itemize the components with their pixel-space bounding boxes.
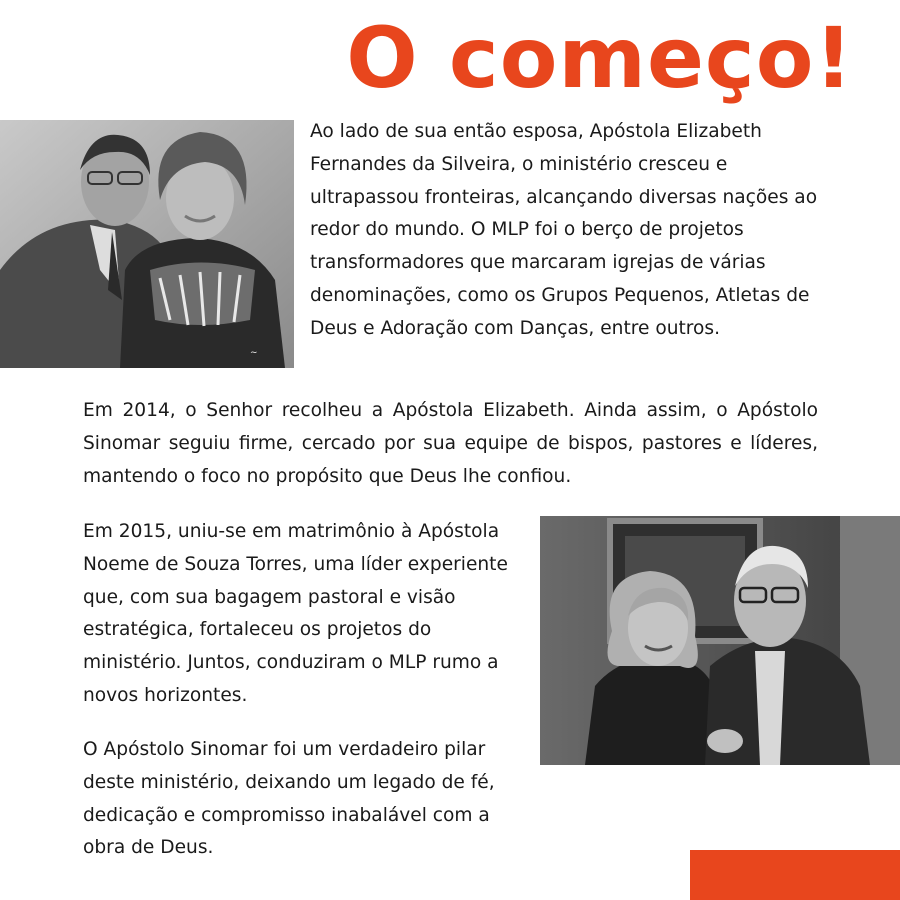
svg-text:~: ~ [250,348,258,358]
paragraph-2014: Em 2014, o Senhor recolheu a Apóstola Elizabeth. Ainda assim, o Apóstolo Sinomar seguiu firme, cercado por sua equipe de bispos, pastores e líderes, mantendo o foco no propósito que Deus lhe confiou. [83,400,818,487]
accent-bar [690,850,900,900]
couple-photo-black-white-2 [540,516,900,765]
paragraph-2015: Em 2015, uniu-se em matrimônio à Apóstola Noeme de Souza Torres, uma líder experiente que, com sua bagagem pastoral e visão estratégica, fortaleceu os projetos do ministério. Juntos, conduziram o MLP rumo a novos horizontes. [83,521,508,706]
page-title: O começo! [346,9,854,107]
couple-photo-black-white [0,120,294,368]
legacy-paragraph: O Apóstolo Sinomar foi um verdadeiro pilar deste ministério, deixando um legado de fé, dedicação e compromisso inabalável com a obra de Deus. [83,739,495,859]
intro-paragraph: Ao lado de sua então esposa, Apóstola Elizabeth Fernandes da Silveira, o ministério cresceu e ultrapassou fronteiras, alcançando diversas nações ao redor do mundo. O MLP foi o berço de projetos transformadores que marcaram igrejas de várias denominações, como os Grupos Pequenos, Atletas de Deus e Adoração com Danças, entre outros. [310,121,818,339]
